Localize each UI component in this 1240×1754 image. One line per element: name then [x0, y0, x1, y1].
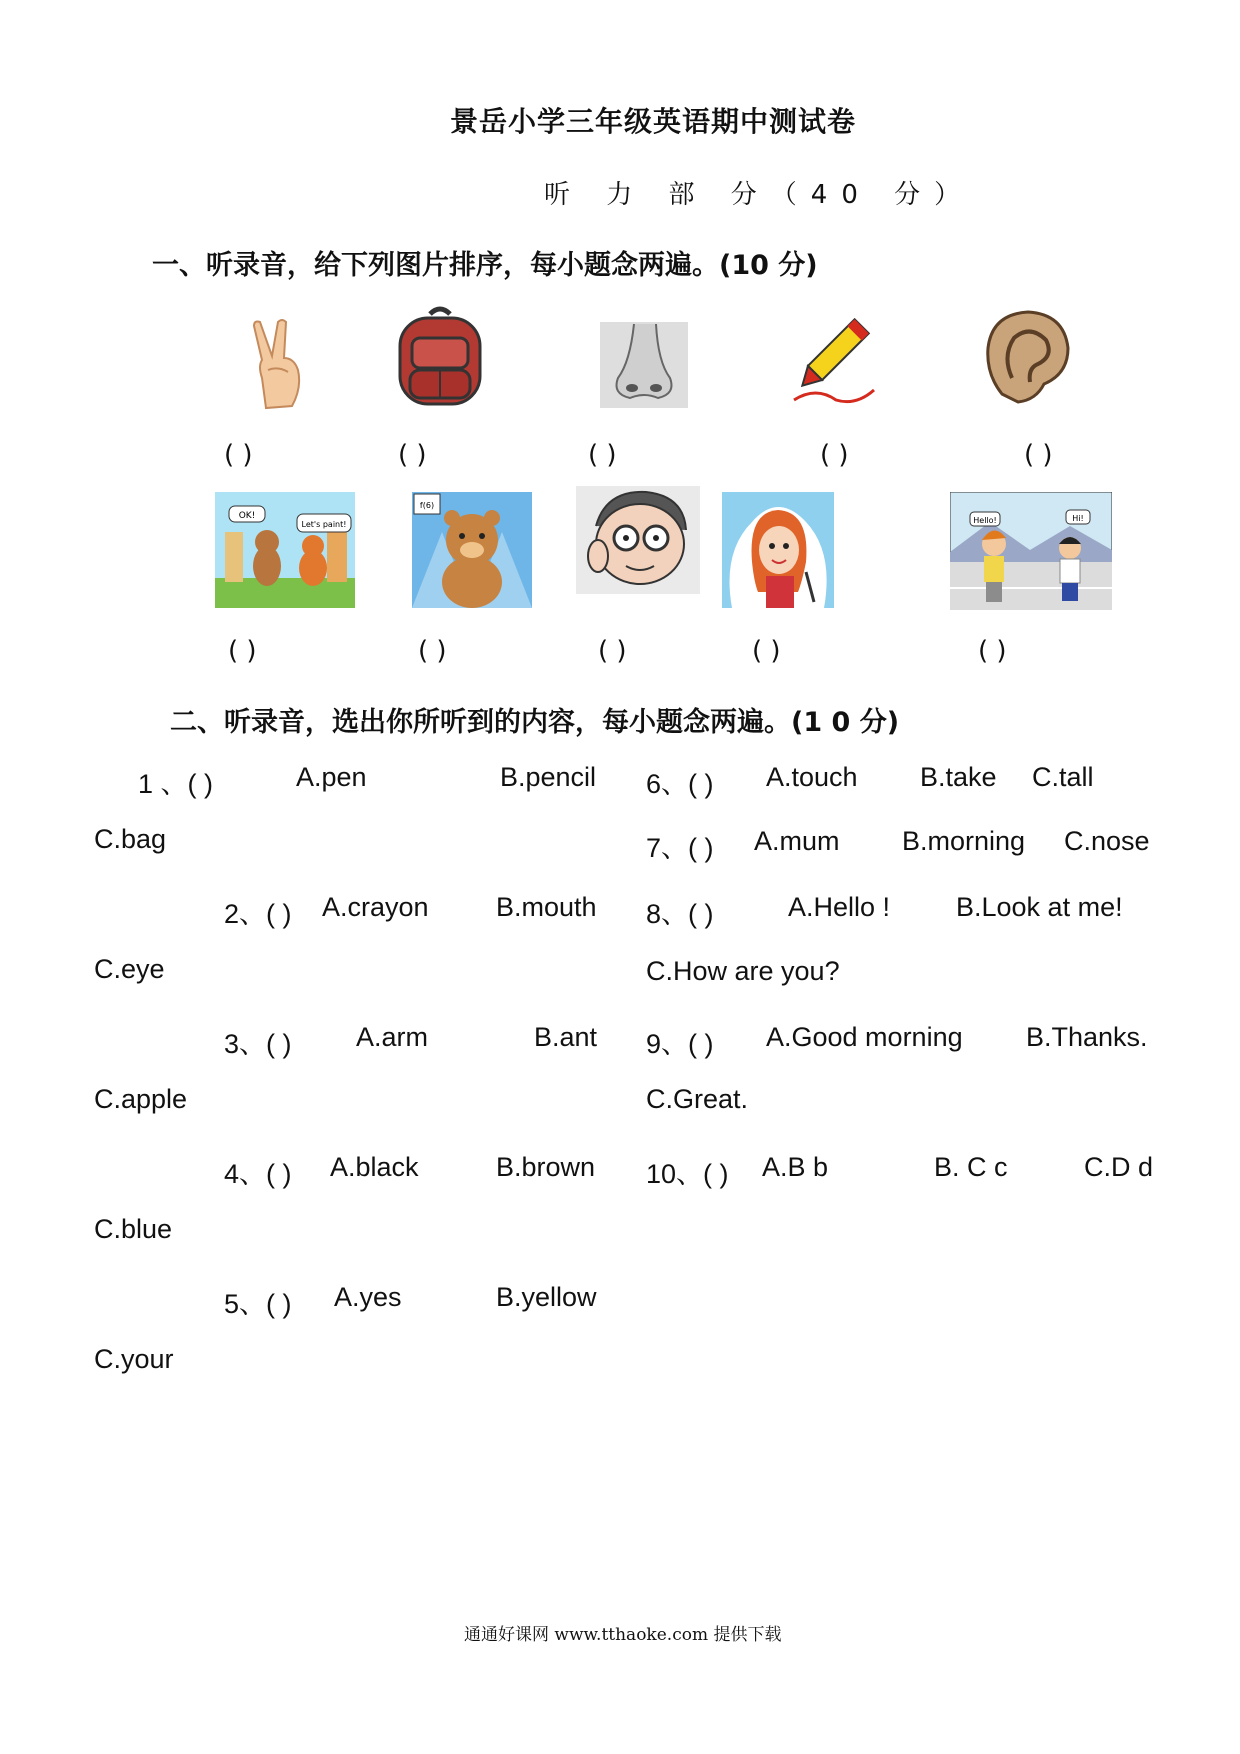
option-b: B.Look at me! — [956, 892, 1123, 922]
option-b: B.take — [920, 762, 997, 792]
boys-saying-hello-picture — [950, 492, 1112, 610]
option-a: A.touch — [766, 762, 858, 792]
section1-heading: 一、听录音，给下列图片排序，每小题念两遍。(10 分) — [152, 250, 818, 281]
option-c: C.D d — [1084, 1152, 1154, 1182]
question-number: 9、( ) — [646, 1029, 714, 1059]
answer-blank[interactable]: ( ) — [1024, 440, 1053, 470]
option-a: A.yes — [334, 1282, 402, 1312]
page-title: 景岳小学三年级英语期中测试卷 — [450, 105, 857, 138]
option-a: A.Good morning — [766, 1022, 963, 1052]
option-b: B.ant — [534, 1022, 598, 1052]
option-a: A.mum — [754, 826, 840, 856]
option-c: C.blue — [94, 1214, 173, 1244]
option-b: B.yellow — [496, 1282, 597, 1312]
question-number: 2、( ) — [224, 899, 292, 929]
question-number: 6、( ) — [646, 769, 714, 799]
ear-picture — [972, 304, 1076, 408]
speech-ok: OK! — [238, 511, 256, 521]
answer-blank[interactable]: ( ) — [228, 636, 257, 666]
option-b: B. C c — [934, 1152, 1008, 1182]
option-a: A.crayon — [322, 892, 429, 922]
speech-hello: Hello! — [973, 516, 997, 525]
answer-blank[interactable]: ( ) — [418, 636, 447, 666]
answer-blank[interactable]: ( ) — [978, 636, 1007, 666]
question-number: 5、( ) — [224, 1289, 292, 1319]
option-a: A.pen — [296, 762, 367, 792]
option-a: A.B b — [762, 1152, 829, 1182]
option-c: C.your — [94, 1344, 174, 1374]
option-b: B.Thanks. — [1026, 1022, 1148, 1052]
question-number: 8、( ) — [646, 899, 714, 929]
option-a: A.arm — [356, 1022, 429, 1052]
option-c: C.eye — [94, 954, 165, 984]
option-b: B.pencil — [500, 762, 597, 792]
answer-blank[interactable]: ( ) — [398, 440, 427, 470]
option-c: C.How are you? — [646, 956, 840, 986]
card-text: f(6) — [419, 501, 435, 510]
question-number: 1 、( ) — [138, 769, 214, 799]
option-c: C.Great. — [646, 1084, 749, 1114]
answer-blank[interactable]: ( ) — [820, 440, 849, 470]
question-number: 3、( ) — [224, 1029, 292, 1059]
page-subtitle: 听 力 部 分（40 分） — [544, 180, 975, 210]
answer-blank[interactable]: ( ) — [598, 636, 627, 666]
option-c: C.bag — [94, 824, 167, 854]
option-c: C.apple — [94, 1084, 188, 1114]
option-c: C.tall — [1032, 762, 1094, 792]
footer-credit: 通通好课网 www.tthaoke.com 提供下载 — [464, 1625, 782, 1645]
question-number: 4、( ) — [224, 1159, 292, 1189]
option-c: C.nose — [1064, 826, 1150, 856]
speech-hi: Hi! — [1072, 514, 1084, 523]
crayon-picture — [786, 316, 878, 406]
option-b: B.mouth — [496, 892, 597, 922]
option-a: A.black — [330, 1152, 419, 1182]
question-number: 7、( ) — [646, 833, 714, 863]
backpack-picture — [392, 304, 488, 408]
victory-hand-picture — [248, 318, 308, 410]
speech-paint: Let's paint! — [301, 520, 347, 529]
bear-with-card-picture — [412, 492, 532, 608]
question-number: 10、( ) — [646, 1159, 729, 1189]
bears-scene-picture — [215, 492, 355, 608]
answer-blank[interactable]: ( ) — [752, 636, 781, 666]
option-a: A.Hello ! — [788, 892, 891, 922]
answer-blank[interactable]: ( ) — [588, 440, 617, 470]
option-b: B.brown — [496, 1152, 596, 1182]
section2-heading: 二、听录音，选出你所听到的内容，每小题念两遍。(1 0 分) — [170, 707, 900, 738]
girl-drawing-picture — [722, 492, 834, 608]
nose-picture — [600, 322, 688, 408]
boy-with-glasses-picture — [576, 486, 700, 594]
option-b: B.morning — [902, 826, 1026, 856]
answer-blank[interactable]: ( ) — [224, 440, 253, 470]
